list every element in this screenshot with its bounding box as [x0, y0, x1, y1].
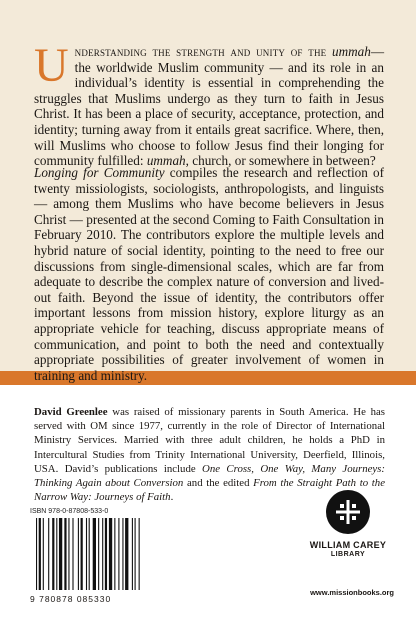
publisher-url: www.missionbooks.org: [310, 588, 394, 597]
lead-in: nderstanding the strength and unity of the: [74, 44, 332, 59]
bio-end: .: [170, 491, 174, 504]
barcode-icon: [30, 516, 180, 594]
bio-text: was raised of missionary parents in South America. He has served with OM since 1977, currently in the role of Director of International Ministry Services. Married with three adult children, he holds a PhD in Intercultural Studies from Trinity International University, Deerfield, Illinois, USA. David’s publications include: [34, 406, 385, 475]
description-paragraph-2: [34, 165, 384, 383]
drop-cap: U: [34, 39, 69, 92]
term-ummah: ummah: [331, 44, 371, 59]
paragraph-1-end: , church, or somewhere in between?: [185, 153, 376, 169]
term-ummah-2: ummah: [146, 153, 186, 169]
paragraph-2-body: compiles the research and reflection of twenty missiologists, sociologists, anthropologists, and linguists — among them Muslims who have become believers in Jesus Christ — presented at the second Coming to Faith Consultation in February 2010. The contributors explore the multiple levels and hybrid nature of social identity, pointing to the need to free our discussions from single-dimensional scales, which are far from adequate to describe the complex nature of conversion and lived-out faith. Beyond the issue of identity, the contributors offer important lessons from mission history, explore liturgy as an appropriate vehicle for teaching, discuss appropriate means of communication, and point to both the need and contextually appropriate possibilities of greater involvement of women in training and ministry.: [34, 165, 384, 383]
bio-mid: and the edited: [183, 477, 254, 490]
book-title: Longing for Community: [34, 165, 165, 180]
publisher-sub: LIBRARY: [330, 551, 366, 558]
author-name: David Greenlee: [34, 406, 108, 418]
bio-book-2: From the Straight Path to the Narrow Way: Journeys of Faith: [34, 477, 385, 504]
description-paragraph-1: [34, 39, 384, 169]
publisher-name: WILLIAM CAREY: [309, 540, 387, 550]
barcode-digits: 9 780878 085330: [30, 594, 112, 604]
isbn-label: ISBN 978-0-87808-533-0: [30, 508, 109, 515]
publisher-logo: [300, 490, 396, 558]
publisher-emblem-icon: [326, 490, 370, 534]
bio-book-1: One Cross, One Way, Many Journeys: Thinking Again about Conversion: [34, 462, 385, 490]
paragraph-1-body: — the worldwide Muslim community — and its role in an individual’s identity is essential in comprehending the struggles that Muslims undergo as they turn to faith in Jesus Christ. It has been a place of security, acceptance, protection, and identity; turning away from it entails great sacrifice. Where, then, will Muslims who choose to follow Jesus find their longing for community fulfilled:: [34, 44, 384, 169]
